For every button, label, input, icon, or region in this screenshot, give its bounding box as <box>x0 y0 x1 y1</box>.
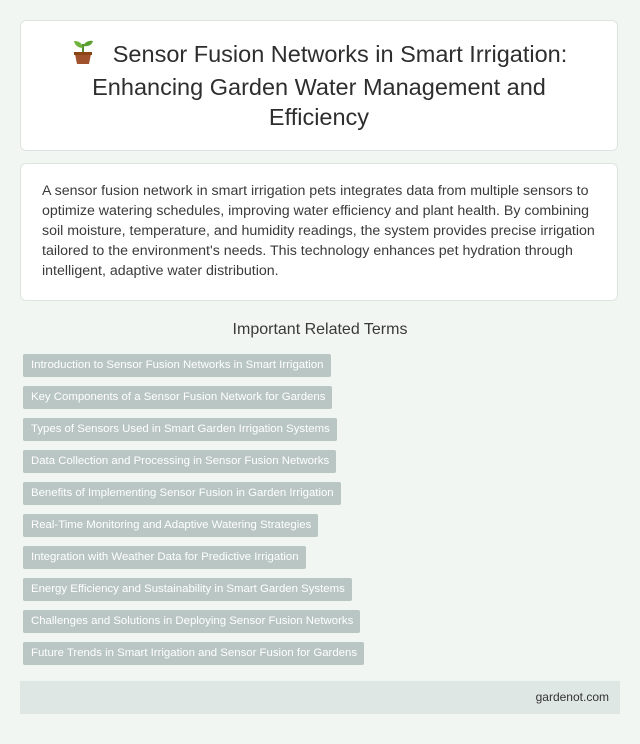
footer <box>20 681 620 714</box>
term-tag[interactable]: Data Collection and Processing in Sensor Fusion Networks <box>23 450 336 473</box>
list-item <box>23 546 364 569</box>
list-item <box>23 642 364 665</box>
list-item <box>23 418 364 441</box>
title-card <box>20 20 618 151</box>
related-terms-list <box>23 354 364 674</box>
related-terms-heading: Important Related Terms <box>232 321 408 338</box>
list-item <box>23 514 364 537</box>
term-tag[interactable]: Energy Efficiency and Sustainability in Smart Garden Systems <box>23 578 352 601</box>
list-item <box>23 450 364 473</box>
list-item <box>23 482 364 505</box>
term-tag[interactable]: Key Components of a Sensor Fusion Network for Gardens <box>23 386 332 409</box>
footer-site-link[interactable]: gardenot.com <box>535 690 609 704</box>
term-tag[interactable]: Integration with Weather Data for Predictive Irrigation <box>23 546 306 569</box>
page-title <box>61 39 577 132</box>
intro-paragraph: A sensor fusion network in smart irrigation pets integrates data from multiple sensors to optimize watering schedules, improving water efficiency and plant health. By combining soil moisture, temperature, and humidity readings, the system provides precise irrigation tailored to the environment's needs. This technology enhances pet hydration through intelligent, adaptive water distribution. <box>42 183 595 279</box>
list-item <box>23 386 364 409</box>
list-item <box>23 578 364 601</box>
term-tag[interactable]: Introduction to Sensor Fusion Networks in Smart Irrigation <box>23 354 331 377</box>
list-item <box>23 610 364 633</box>
term-tag[interactable]: Types of Sensors Used in Smart Garden Irrigation Systems <box>23 418 337 441</box>
term-tag[interactable]: Benefits of Implementing Sensor Fusion in Garden Irrigation <box>23 482 341 505</box>
term-tag[interactable]: Real-Time Monitoring and Adaptive Watering Strategies <box>23 514 318 537</box>
term-tag[interactable]: Challenges and Solutions in Deploying Sensor Fusion Networks <box>23 610 360 633</box>
term-tag[interactable]: Future Trends in Smart Irrigation and Sensor Fusion for Gardens <box>23 642 364 665</box>
title-text: Sensor Fusion Networks in Smart Irrigation: Enhancing Garden Water Management and Efficiency <box>92 41 568 130</box>
sprout-icon <box>71 39 95 72</box>
list-item <box>23 354 364 377</box>
intro-card <box>20 163 618 301</box>
